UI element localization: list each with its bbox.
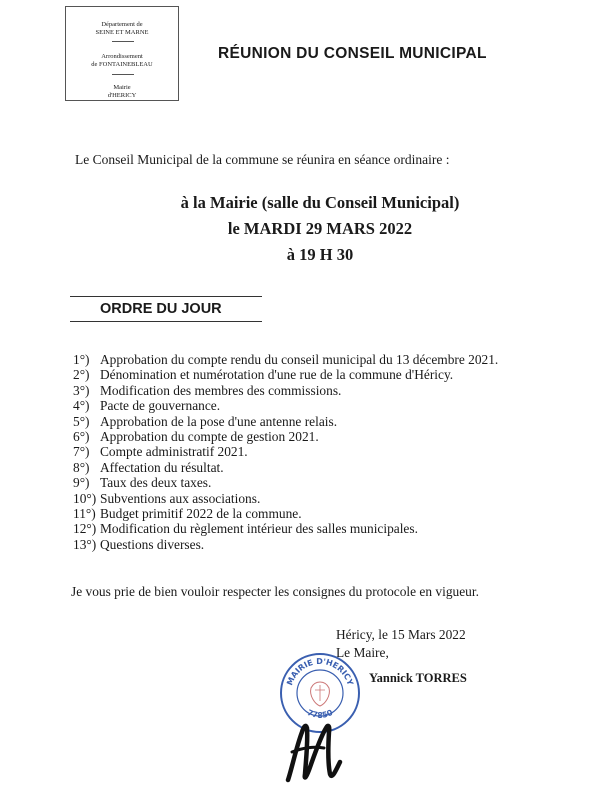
agenda-item (73, 521, 498, 536)
closing-text: Je vous prie de bien vouloir respecter les consignes du protocole en vigueur. (71, 584, 479, 599)
agenda-item (73, 506, 498, 521)
agenda-list (73, 352, 498, 552)
agenda-item-text: Budget primitif 2022 de la commune. (100, 505, 302, 521)
meeting-place: à la Mairie (salle du Conseil Municipal) (180, 193, 460, 212)
agenda-item-number: 2°) (73, 367, 90, 383)
agenda-item (73, 383, 498, 398)
document-title: RÉUNION DU CONSEIL MUNICIPAL (218, 45, 487, 62)
agenda-item-number: 9°) (73, 475, 90, 491)
agenda-item (73, 475, 498, 490)
intro-text: Le Conseil Municipal de la commune se réunira en séance ordinaire : (75, 152, 450, 167)
agenda-title: ORDRE DU JOUR (100, 301, 222, 317)
agenda-item-text: Questions diverses. (100, 536, 205, 552)
agenda-item-number: 6°) (73, 428, 90, 444)
agenda-item (73, 398, 498, 413)
agenda-item-number: 4°) (73, 398, 90, 414)
arrondissement-name: de FONTAINEBLEAU (91, 61, 153, 68)
signature-role: Le Maire, (336, 645, 389, 660)
agenda-item-text: Modification du règlement intérieur des salles municipales. (100, 521, 418, 537)
agenda-title-rule-bottom (70, 321, 262, 322)
agenda-item-number: 1°) (73, 352, 90, 367)
agenda-item-text: Approbation du compte de gestion 2021. (100, 428, 319, 444)
agenda-item-number: 12°) (73, 521, 97, 537)
agenda-item-text: Pacte de gouvernance. (100, 398, 221, 414)
agenda-item (73, 429, 498, 444)
agenda-item (73, 367, 498, 382)
agenda-item-number: 7°) (73, 444, 90, 460)
agenda-item-text: Dénomination et numérotation d'une rue de la commune d'Héricy. (100, 367, 454, 383)
stamp-text-bottom: 77850 (305, 707, 335, 720)
meeting-time: à 19 H 30 (286, 245, 354, 264)
agenda-item (73, 414, 498, 429)
mairie-label: Mairie (113, 84, 131, 91)
agenda-title-rule-top (70, 296, 262, 297)
agenda-item (73, 352, 498, 367)
letterhead-divider (112, 74, 134, 75)
agenda-item-number: 10°) (73, 490, 97, 506)
agenda-item-text: Subventions aux associations. (100, 490, 261, 506)
agenda-item-number: 5°) (73, 413, 90, 429)
agenda-item-text: Modification des membres des commissions. (100, 382, 342, 398)
agenda-item (73, 537, 498, 552)
handwritten-signature (278, 708, 368, 790)
departement-label: Département de (101, 21, 143, 28)
agenda-item-text: Approbation du compte rendu du conseil municipal du 13 décembre 2021. (100, 352, 499, 367)
signer-name: Yannick TORRES (369, 671, 467, 685)
agenda-item (73, 444, 498, 459)
agenda-item-text: Compte administratif 2021. (100, 444, 248, 460)
agenda-item-number: 3°) (73, 382, 90, 398)
stamp-text-top: MAIRIE D'HERICY (285, 656, 355, 687)
agenda-item (73, 491, 498, 506)
agenda-item-text: Approbation de la pose d'une antenne relais. (100, 413, 338, 429)
agenda-item-text: Affectation du résultat. (100, 459, 224, 475)
letterhead-box (65, 6, 179, 101)
agenda-item-number: 8°) (73, 459, 90, 475)
agenda-item-number: 11°) (73, 505, 96, 521)
agenda-item-text: Taux des deux taxes. (100, 475, 212, 491)
departement-name: SEINE ET MARNE (95, 29, 149, 36)
letterhead-divider (112, 41, 134, 42)
meeting-date: le MARDI 29 MARS 2022 (227, 219, 413, 238)
agenda-item-number: 13°) (73, 536, 97, 552)
signature-place-date: Héricy, le 15 Mars 2022 (336, 627, 466, 642)
agenda-item (73, 460, 498, 475)
arrondissement-label: Arrondissement (101, 53, 143, 60)
mairie-name: d'HERICY (107, 92, 137, 99)
